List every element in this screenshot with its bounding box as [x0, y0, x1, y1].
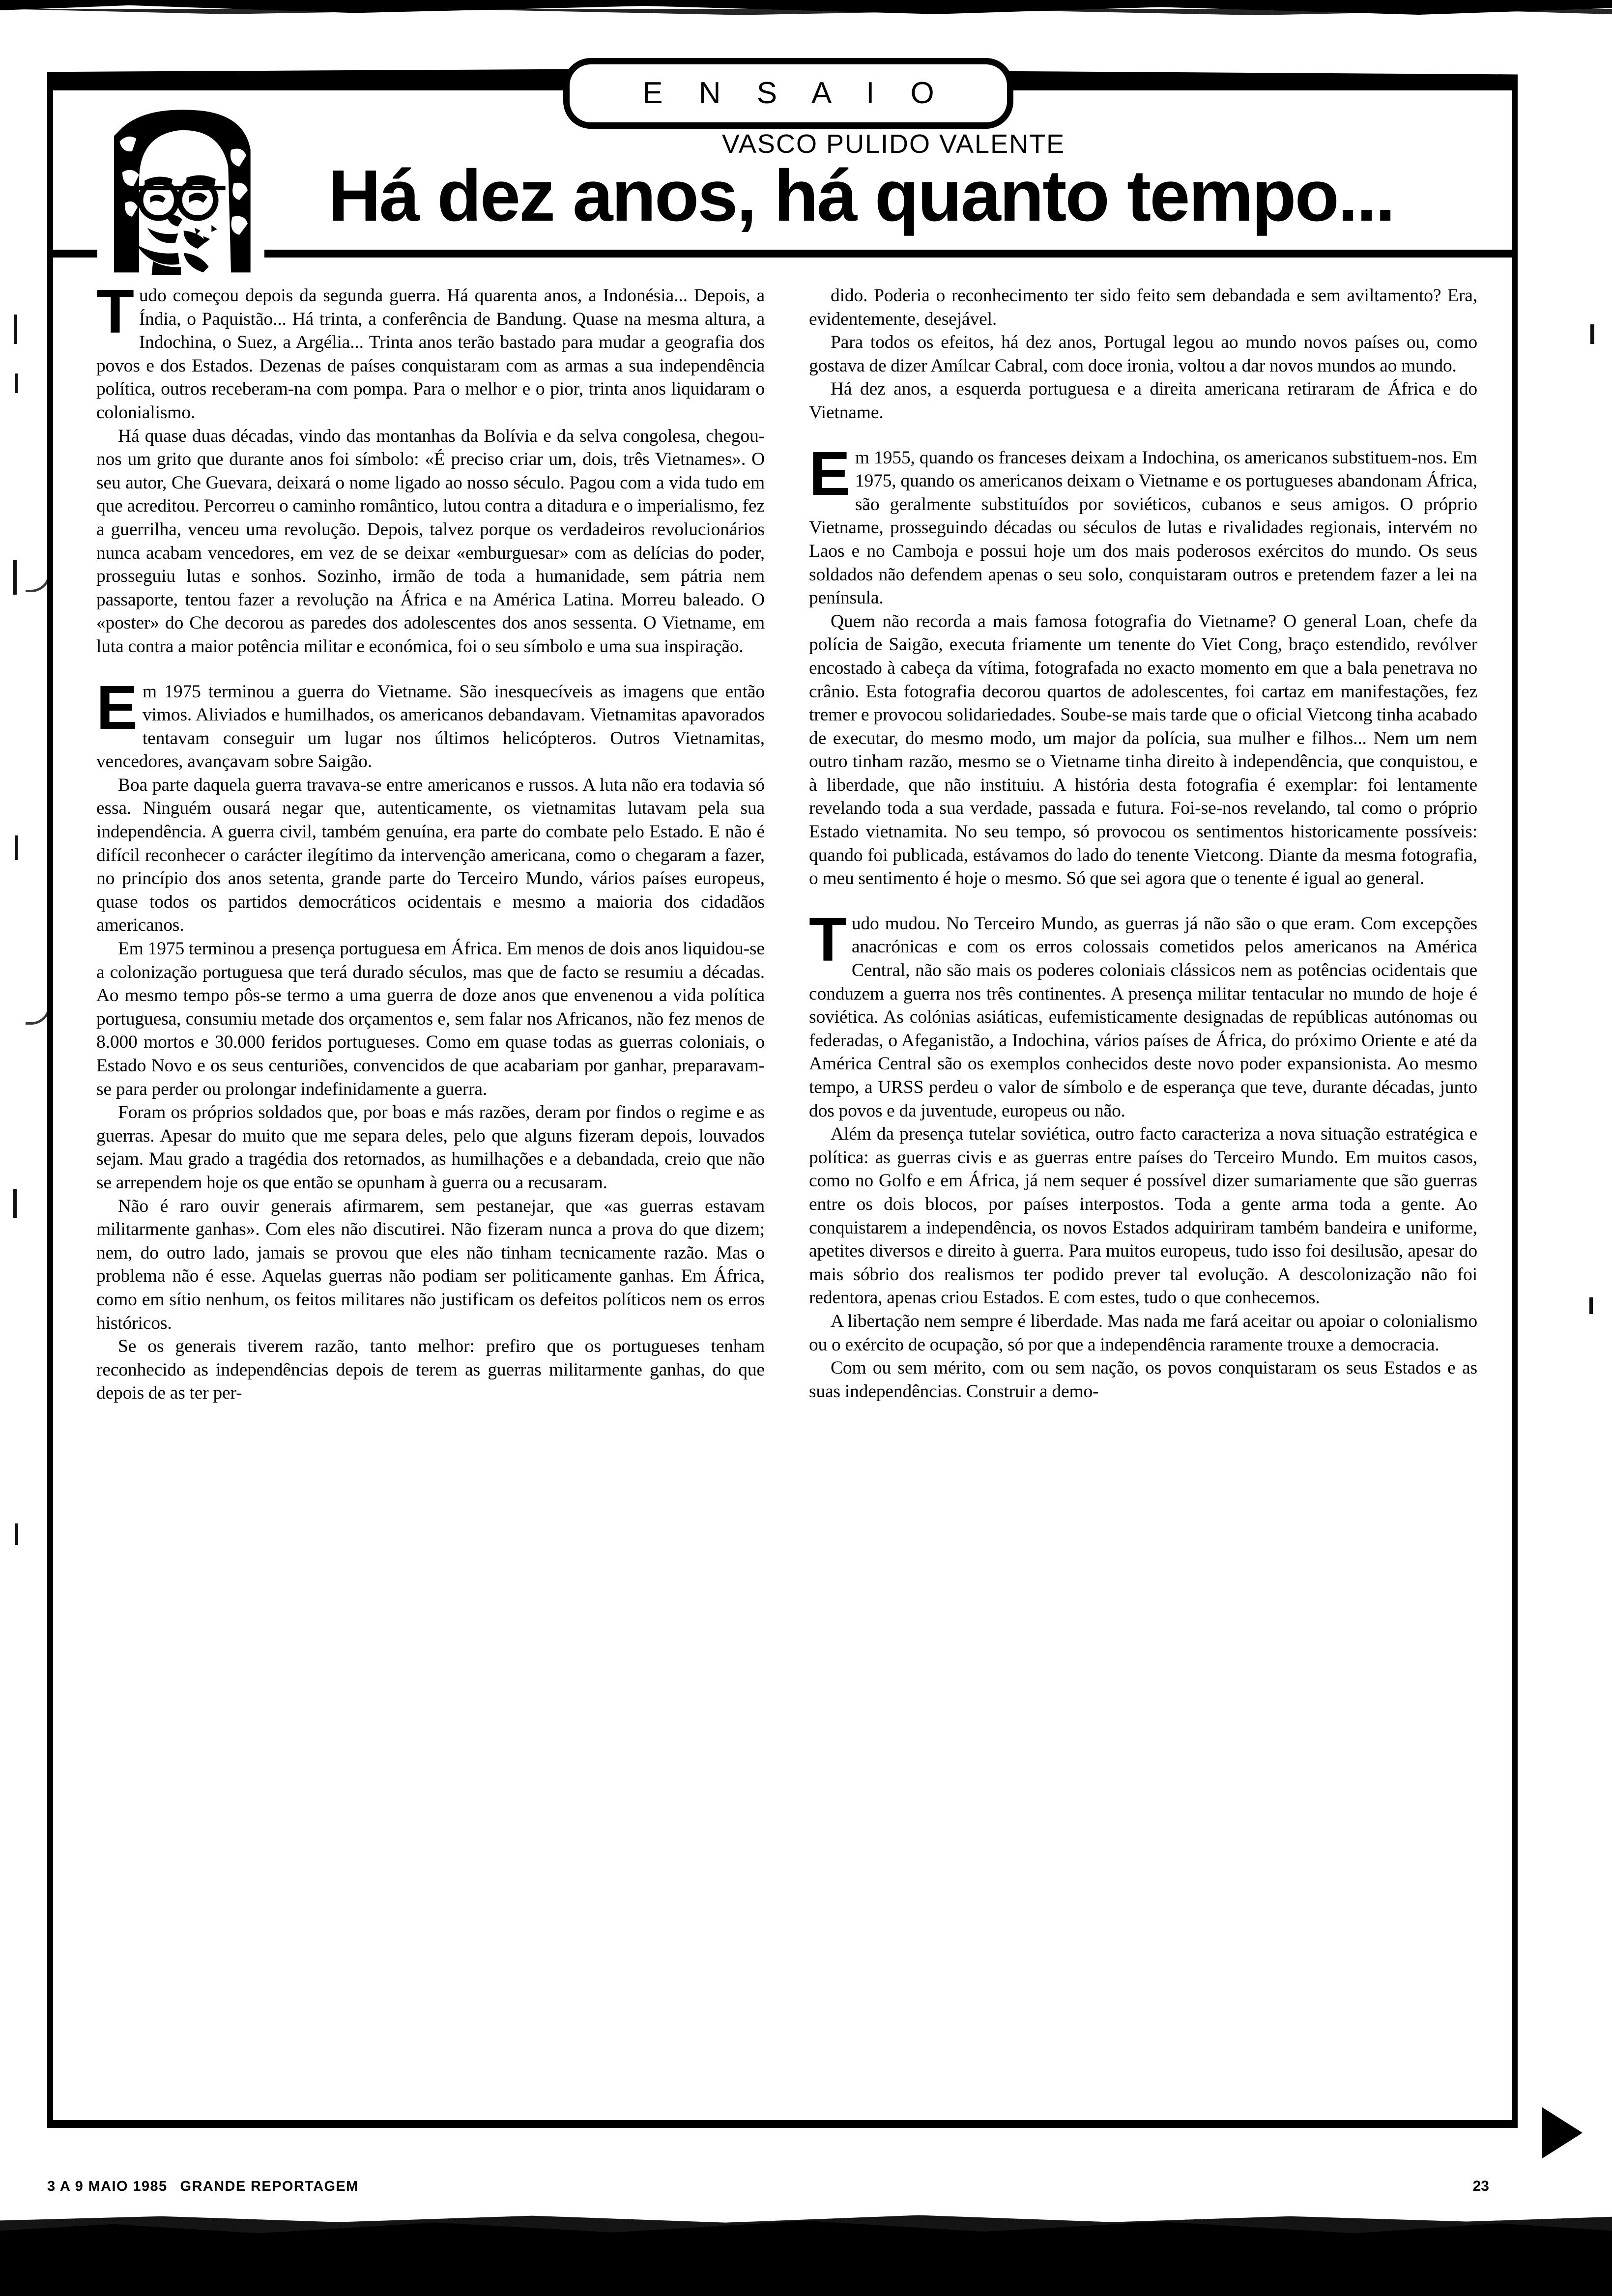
- article-paragraph: Não é raro ouvir generais afirmarem, sem pestanejar, que «as guerras estavam militarmente ganhas». Com eles não discutirei. Não fizeram nunca a prova do que dizem; nem, do outro lado, jamais se provou que eles não tinham tecnicamente razão. Mas o problema não é esse. Aquelas guerras não podiam ser politicamente ganhas. Em África, como em sítio nenhum, os feitos militares não justificam os defeitos políticos nem os erros históricos.: [96, 1196, 765, 1333]
- scan-speck: [15, 1523, 18, 1545]
- scan-speck: [1589, 1297, 1593, 1314]
- article-paragraph: Há dez anos, a esquerda portuguesa e a direita americana retiraram de África e do Vietname.: [809, 379, 1477, 423]
- section-label-text: E N S A I O: [642, 76, 948, 110]
- page-number: 23: [1472, 2178, 1489, 2194]
- article-paragraph: Tudo começou depois da segunda guerra. Há quarenta anos, a Indonésia... Depois, a Índia, o Paquistão... Há trinta, a conferência de Bandung. Quase na mesma altura, a Indochina, o Suez, a Argélia... Trinta anos terão bastado para mudar a geografia dos povos e dos Estados. Dezenas de países conquistaram com as armas a sua independência política, outros receberam-na com pompa. Para o melhor e o pior, trinta anos liquidaram o colonialismo.: [96, 277, 765, 423]
- article-body: [47, 258, 1518, 2128]
- scan-speck: [15, 835, 18, 860]
- scan-speck: [15, 373, 18, 393]
- article-paragraph: Há quase duas décadas, vindo das montanhas da Bolívia e da selva congolesa, chegou-nos um grito que durante anos foi símbolo: «É preciso criar um, dois, três Vietnames». O seu autor, Che Guevara, deixará o nome ligado ao nosso século. Pagou com a vida tudo em que acreditou. Percorreu o caminho romântico, lutou contra a ditadura e o imperialismo, fez a guerrilha, venceu uma revolução. Depois, talvez porque os verdadeiros revolucionários nunca acabam vencedores, em vez de se deixar «emburguesar» com as delícias do poder, prosseguiu lutas e sonhos. Sozinho, irmão de toda a humanidade, sem pátria nem passaporte, tentou fazer a revolução na África e na América Latina. Morreu baleado. O «poster» do Che decorou as paredes dos adolescentes dos anos sessenta. O Vietname, em luta contra a maior potência militar e económica, foi o seu símbolo e uma sua inspiração.: [96, 426, 765, 657]
- footer-issue-date: 3 A 9 MAIO 1985: [47, 2179, 168, 2194]
- article-paragraph: Boa parte daquela guerra travava-se entre americanos e russos. A luta não era todavia só essa. Ninguém ousará negar que, autenticamente, os vietnamitas lutavam pela sua independência. A guerra civil, também genuína, era parte do combate pelo Estado. E não é difícil reconhecer o carácter ilegítimo da intervenção americana, como o chegaram a fazer, no princípio dos anos setenta, grande parte do Terceiro Mundo, vários países europeus, quase todos os partidos democráticos ocidentais e mesmo a maioria dos cidadãos americanos.: [96, 775, 765, 936]
- paragraph-dropcap: T: [96, 277, 134, 346]
- article-paragraph: Em 1975 terminou a presença portuguesa em África. Em menos de dois anos liquidou-se a colonização portuguesa que terá durado séculos, mas que de facto se resumiu a décadas. Ao mesmo tempo pôs-se termo a uma guerra de doze anos que envenenou a vida política portuguesa, consumiu metade dos orçamentos e, sem falar nos Africanos, não fez menos de 8.000 mortos e 30.000 feridos portugueses. Como em quase todas as guerras coloniais, o Estado Novo e os seus centuriões, convencidos de que acabariam por ganhar, preparavam-se para perder ou prolongar indefinidamente a guerra.: [96, 939, 765, 1099]
- article-headline: Há dez anos, há quanto tempo...: [328, 155, 1394, 236]
- article-paragraph: Para todos os efeitos, há dez anos, Portugal legou ao mundo novos países ou, como gostava de dizer Amílcar Cabral, com doce ironia, voltou a dar novos mundos ao mundo.: [809, 332, 1477, 376]
- article-paragraph: Foram os próprios soldados que, por boas e más razões, deram por findos o regime e as guerras. Apesar do muito que me separa deles, pelo que alguns fizeram depois, louvados sejam. Mau grado a tragédia dos retornados, as humilhações e a debandada, creio que não se arrependem hoje os que então se opunham à guerra ou a recusaram.: [96, 1102, 765, 1193]
- article-paragraph: Se os generais tiverem razão, tanto melhor: prefiro que os portugueses tenham reconhecido as independências depois de terem as guerras militarmente ganhas, do que depois de as ter per-: [96, 1336, 765, 1404]
- footer-issue-line: [47, 2179, 359, 2195]
- article-author: VASCO PULIDO VALENTE: [721, 129, 1065, 159]
- paragraph-dropcap: T: [809, 904, 847, 974]
- scan-speck: [14, 315, 17, 344]
- magazine-page: [47, 69, 1518, 2128]
- scan-speck: [1590, 324, 1594, 344]
- article-paragraph: A libertação nem sempre é liberdade. Mas nada me fará aceitar ou apoiar o colonialismo ou o exército de ocupação, só por que a independência raramente trouxe a democracia.: [809, 1311, 1477, 1355]
- article-paragraph: Quem não recorda a mais famosa fotografia do Vietname? O general Loan, chefe da polícia de Saigão, executa friamente um tenente do Viet Cong, braço estendido, revólver encostado à cabeça da vítima, fotografada no exacto momento em que a bala penetrava no crânio. Esta fotografia decorou quartos de adolescentes, foi cartaz em manifestações, fez tremer e provocou solidariedades. Soube-se mais tarde que o oficial Vietcong tinha acabado de executar, do mesmo modo, um major da polícia, sua mulher e filhos... Nem um nem outro tinham razão, mesmo se o Vietname tinha direito à independência, que conquistou, e à liberdade, que não instituiu. A história desta fotografia é exemplar: foi lentamente revelando toda a sua verdade, passada e futura. Foi-se-nos revelando, tal como o próprio Estado vietnamita. No seu tempo, só provocou os sentimentos historicamente possíveis: quando foi publicada, estávamos do lado do tenente Vietcong. Diante da mesma fotografia, o meu sentimento é hoje o mesmo. Só que sei agora que o tenente é igual ao general.: [809, 611, 1477, 889]
- article-paragraph: Além da presença tutelar soviética, outro facto caracteriza a nova situação estratégica e política: as guerras civis e as guerras entre países do Terceiro Mundo. Em muitos casos, como no Golfo e em África, já nem sequer é possível dizer sumariamente que são guerras entre os dois blocos, por países interpostos. Toda a gente arma toda a gente. Ao conquistarem a independência, os novos Estados adquiriram também bandeira e uniforme, apetites diversos e direito à guerra. Para muitos europeus, tudo isso foi desilusão, apesar do mais sóbrio dos realismos ter podido prever tal evolução. A descolonização não foi redentora, apenas criou Estados. E com estes, tudo o que conhecemos.: [809, 1124, 1477, 1308]
- scan-speck: [13, 560, 17, 595]
- section-label-badge: [563, 58, 1013, 129]
- paragraph-dropcap: E: [809, 438, 850, 508]
- continuation-triangle-icon: [1542, 2107, 1583, 2158]
- author-portrait: [97, 108, 264, 275]
- scan-speck: [13, 1189, 17, 1218]
- article-column-right: [809, 284, 1477, 1405]
- article-paragraph: Tudo mudou. No Terceiro Mundo, as guerras já não são o que eram. Com excepções anacrónicas e com os erros colossais cometidos pelos americanos na América Central, não são mais os poderes coloniais clássicos nem as potências ocidentais que conduzem a guerra nos três continentes. A presença militar tentacular no mundo de hoje é soviética. As colónias asiáticas, eufemisticamente designadas de repúblicas autónomas ou federadas, o Afeganistão, a Indochina, vários países de África, do próximo Oriente e até da América Central são os exemplos conhecidos deste novo poder expansionista. Ao mesmo tempo, a URSS perdeu o valor de símbolo e de esperança que teve, durante décadas, junto dos povos e da juventude, europeus ou não.: [809, 904, 1477, 1121]
- article-columns: [96, 277, 1477, 1405]
- page-footer: [47, 2178, 1522, 2195]
- footer-publication: GRANDE REPORTAGEM: [180, 2179, 359, 2194]
- article-paragraph: Em 1975 terminou a guerra do Vietname. São inesquecíveis as imagens que então vimos. Aliviados e humilhados, os americanos debandavam. Vietnamitas apavorados tentavam conseguir um lugar nos últimos helicópteros. Outros Vietnamitas, vencedores, avançavam sobre Saigão.: [96, 672, 765, 772]
- article-column-left: [96, 277, 765, 1405]
- article-paragraph: dido. Poderia o reconhecimento ter sido feito sem debandada e sem aviltamento? Era, evidentemente, desejável.: [809, 286, 1477, 329]
- article-paragraph: Em 1955, quando os franceses deixam a Indochina, os americanos substituem-nos. Em 1975, quando os americanos deixam o Vietname e os portugueses abandonam África, são geralmente substituídos por soviéticos, cubanos e seus amigos. O próprio Vietname, prosseguindo décadas ou séculos de lutas e rivalidades regionais, intervém no Laos e no Camboja e possui hoje um dos mais poderosos exércitos do mundo. Os seus soldados não defendem apenas o seu solo, conquistaram outros e pretendem fazer a lei na península.: [809, 438, 1477, 608]
- article-paragraph: Com ou sem mérito, com ou sem nação, os povos conquistaram os seus Estados e as suas independências. Construir a demo-: [809, 1358, 1477, 1402]
- paragraph-dropcap: E: [96, 672, 138, 742]
